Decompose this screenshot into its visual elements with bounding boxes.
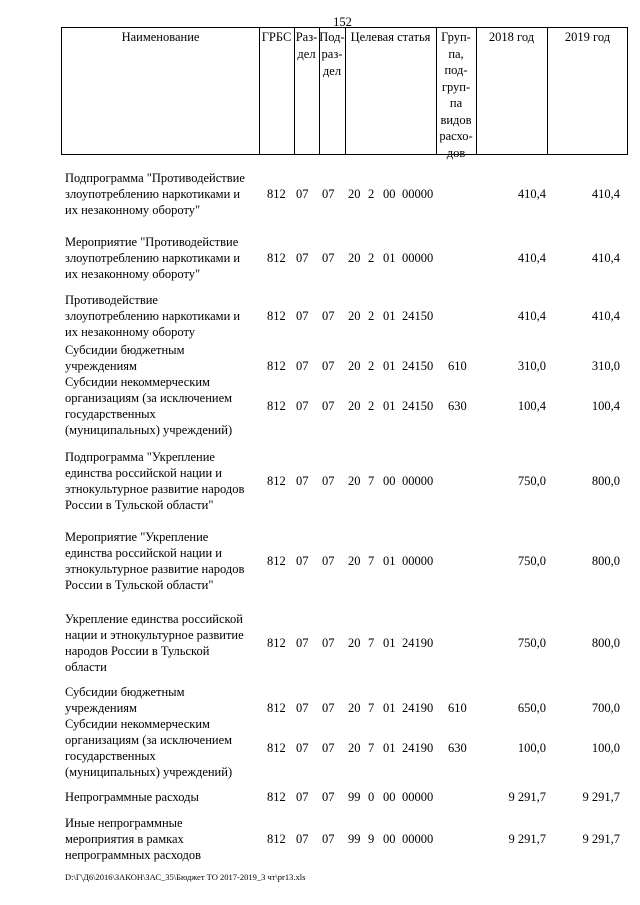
cell-target-subprogram: 2 bbox=[368, 251, 375, 265]
cell-grbs: 812 bbox=[267, 251, 286, 265]
cell-razdel: 07 bbox=[296, 187, 309, 201]
row-name-line: Субсидии бюджетным bbox=[65, 685, 185, 699]
cell-expense-type: 610 bbox=[448, 359, 467, 373]
cell-target-subprogram: 7 bbox=[368, 474, 375, 488]
row-name-line: Мероприятие "Укрепление bbox=[65, 530, 209, 544]
cell-2019: 800,0 bbox=[591, 554, 620, 568]
file-path-footer: D:\Г\Д6\2016\ЗАКОН\ЗАС_35\Бюджет ТО 2017-2019_3 чт\pr13.xls bbox=[65, 872, 306, 882]
cell-razdel: 07 bbox=[296, 636, 309, 650]
row-name-line: Мероприятие "Противодействие bbox=[65, 235, 239, 249]
row-name-line: Субсидии бюджетным bbox=[65, 343, 185, 357]
row-name-line: учреждениям bbox=[65, 701, 137, 715]
row-name-line: Иные непрограммные bbox=[65, 816, 183, 830]
cell-target-direction: 00000 bbox=[402, 790, 434, 804]
cell-2019: 410,4 bbox=[591, 251, 620, 265]
cell-podrazdel: 07 bbox=[322, 359, 335, 373]
cell-razdel: 07 bbox=[296, 474, 309, 488]
cell-target-activity: 00 bbox=[383, 832, 396, 846]
cell-razdel: 07 bbox=[296, 399, 309, 413]
cell-razdel: 07 bbox=[296, 741, 309, 755]
row-name-line: непрограммных расходов bbox=[65, 848, 201, 862]
cell-grbs: 812 bbox=[267, 187, 286, 201]
cell-podrazdel: 07 bbox=[322, 554, 335, 568]
header-2018: 2018 год bbox=[488, 30, 535, 44]
cell-target-direction: 24190 bbox=[402, 741, 434, 755]
cell-2019: 100,4 bbox=[591, 399, 620, 413]
cell-2019: 9 291,7 bbox=[582, 832, 620, 846]
cell-target-program: 20 bbox=[348, 359, 361, 373]
row-name bbox=[65, 449, 261, 513]
row-name-line: (муниципальных) учреждений) bbox=[65, 765, 233, 779]
cell-target-subprogram: 9 bbox=[368, 832, 375, 846]
cell-grbs: 812 bbox=[267, 832, 286, 846]
header-razdel-line: Раз- bbox=[295, 30, 318, 44]
column-divider bbox=[476, 28, 477, 154]
cell-podrazdel: 07 bbox=[322, 309, 335, 323]
page-number: 152 bbox=[333, 15, 352, 29]
cell-podrazdel: 07 bbox=[322, 636, 335, 650]
header-podrazdel bbox=[319, 28, 345, 80]
cell-target-activity: 01 bbox=[383, 399, 396, 413]
cell-2018: 9 291,7 bbox=[508, 832, 546, 846]
cell-razdel: 07 bbox=[296, 251, 309, 265]
cell-podrazdel: 07 bbox=[322, 187, 335, 201]
header-name: Наименование bbox=[121, 30, 200, 44]
cell-razdel: 07 bbox=[296, 790, 309, 804]
cell-2019: 700,0 bbox=[591, 701, 620, 715]
cell-target-direction: 24150 bbox=[402, 309, 434, 323]
cell-target-subprogram: 2 bbox=[368, 309, 375, 323]
cell-target-direction: 00000 bbox=[402, 187, 434, 201]
cell-target-program: 20 bbox=[348, 701, 361, 715]
cell-target-activity: 01 bbox=[383, 636, 396, 650]
header-razdel-line: дел bbox=[297, 47, 316, 61]
cell-target-subprogram: 2 bbox=[368, 399, 375, 413]
row-name-line: их незаконному обороту" bbox=[65, 267, 201, 281]
header-target: Целевая статья bbox=[350, 30, 431, 44]
cell-target-subprogram: 7 bbox=[368, 554, 375, 568]
row-name bbox=[65, 374, 261, 438]
row-name-line: России в Тульской области" bbox=[65, 578, 214, 592]
cell-razdel: 07 bbox=[296, 701, 309, 715]
cell-target-program: 20 bbox=[348, 474, 361, 488]
row-name-line: Непрограммные расходы bbox=[65, 790, 199, 804]
row-name bbox=[65, 815, 261, 863]
cell-2019: 100,0 bbox=[591, 741, 620, 755]
cell-2018: 100,0 bbox=[517, 741, 546, 755]
cell-target-direction: 00000 bbox=[402, 832, 434, 846]
row-name bbox=[65, 292, 261, 340]
row-name bbox=[65, 234, 261, 282]
cell-podrazdel: 07 bbox=[322, 832, 335, 846]
cell-2018: 310,0 bbox=[517, 359, 546, 373]
cell-grbs: 812 bbox=[267, 554, 286, 568]
header-vr-line: видов bbox=[440, 112, 472, 127]
cell-podrazdel: 07 bbox=[322, 741, 335, 755]
cell-target-activity: 00 bbox=[383, 474, 396, 488]
cell-target-subprogram: 0 bbox=[368, 790, 375, 804]
row-name-line: России в Тульской области" bbox=[65, 498, 214, 512]
cell-2018: 410,4 bbox=[517, 251, 546, 265]
cell-target-subprogram: 2 bbox=[368, 187, 375, 201]
cell-2019: 410,4 bbox=[591, 187, 620, 201]
cell-target-program: 20 bbox=[348, 741, 361, 755]
cell-target-activity: 01 bbox=[383, 701, 396, 715]
row-name bbox=[65, 716, 261, 780]
header-podrazdel-line: Под- bbox=[319, 30, 345, 44]
header-razdel bbox=[294, 28, 319, 63]
cell-grbs: 812 bbox=[267, 636, 286, 650]
cell-target-direction: 24190 bbox=[402, 701, 434, 715]
cell-target-direction: 24190 bbox=[402, 636, 434, 650]
cell-razdel: 07 bbox=[296, 309, 309, 323]
header-podrazdel-line: дел bbox=[322, 64, 342, 78]
row-name-line: этнокультурное развитие народов bbox=[65, 562, 245, 576]
cell-podrazdel: 07 bbox=[322, 399, 335, 413]
cell-target-activity: 00 bbox=[383, 187, 396, 201]
row-name bbox=[65, 529, 261, 593]
row-name-line: злоупотреблению наркотиками и bbox=[65, 187, 241, 201]
cell-target-direction: 00000 bbox=[402, 474, 434, 488]
cell-target-subprogram: 7 bbox=[368, 701, 375, 715]
cell-target-direction: 00000 bbox=[402, 251, 434, 265]
row-name bbox=[65, 611, 261, 675]
header-vr-line: расхо- bbox=[439, 129, 473, 143]
cell-target-subprogram: 7 bbox=[368, 741, 375, 755]
cell-grbs: 812 bbox=[267, 790, 286, 804]
row-name-line: злоупотреблению наркотиками и bbox=[65, 309, 241, 323]
cell-target-program: 20 bbox=[348, 399, 361, 413]
row-name-line: народов России в Тульской bbox=[65, 644, 210, 658]
cell-target-activity: 00 bbox=[383, 790, 396, 804]
row-name-line: Укрепление единства российской bbox=[65, 612, 243, 626]
cell-target-direction: 24150 bbox=[402, 399, 434, 413]
cell-grbs: 812 bbox=[267, 399, 286, 413]
cell-target-program: 20 bbox=[348, 251, 361, 265]
header-vr-line: под- bbox=[444, 63, 468, 77]
cell-target-direction: 00000 bbox=[402, 554, 434, 568]
cell-target-program: 99 bbox=[348, 832, 361, 846]
column-divider bbox=[259, 28, 260, 154]
header-vr bbox=[436, 28, 476, 161]
cell-2018: 100,4 bbox=[517, 399, 546, 413]
cell-podrazdel: 07 bbox=[322, 251, 335, 265]
cell-target-activity: 01 bbox=[383, 741, 396, 755]
row-name-line: учреждениям bbox=[65, 359, 137, 373]
table-header bbox=[61, 27, 628, 160]
cell-2018: 750,0 bbox=[517, 474, 546, 488]
row-name-line: Субсидии некоммерческим bbox=[65, 717, 210, 731]
header-vr-line: па bbox=[449, 96, 463, 110]
row-name-line: нации и этнокультурное развитие bbox=[65, 628, 244, 642]
row-name-line: злоупотреблению наркотиками и bbox=[65, 251, 241, 265]
cell-target-activity: 01 bbox=[383, 251, 396, 265]
cell-podrazdel: 07 bbox=[322, 474, 335, 488]
cell-razdel: 07 bbox=[296, 554, 309, 568]
cell-grbs: 812 bbox=[267, 474, 286, 488]
row-name-line: единства российской нации и bbox=[65, 466, 223, 480]
cell-2018: 410,4 bbox=[517, 187, 546, 201]
cell-2018: 410,4 bbox=[517, 309, 546, 323]
cell-2019: 9 291,7 bbox=[582, 790, 620, 804]
cell-target-subprogram: 7 bbox=[368, 636, 375, 650]
row-name-line: этнокультурное развитие народов bbox=[65, 482, 245, 496]
row-name-line: Подпрограмма "Противодействие bbox=[65, 171, 245, 185]
header-vr-line: груп- bbox=[441, 79, 471, 94]
cell-2018: 750,0 bbox=[517, 636, 546, 650]
header-vr-line: дов bbox=[446, 145, 466, 160]
row-name-line: мероприятия в рамках bbox=[65, 832, 184, 846]
row-name-line: организациям (за исключением bbox=[65, 391, 233, 405]
cell-razdel: 07 bbox=[296, 832, 309, 846]
cell-2019: 410,4 bbox=[591, 309, 620, 323]
row-name bbox=[65, 684, 261, 716]
cell-grbs: 812 bbox=[267, 309, 286, 323]
header-grbs: ГРБС bbox=[261, 30, 292, 44]
row-name-line: их незаконному обороту" bbox=[65, 203, 201, 217]
row-name-line: области bbox=[65, 660, 107, 674]
cell-target-program: 99 bbox=[348, 790, 361, 804]
cell-expense-type: 630 bbox=[448, 399, 467, 413]
row-name-line: организациям (за исключением bbox=[65, 733, 233, 747]
row-name bbox=[65, 789, 261, 805]
cell-grbs: 812 bbox=[267, 741, 286, 755]
row-name-line: Подпрограмма "Укрепление bbox=[65, 450, 215, 464]
cell-expense-type: 630 bbox=[448, 741, 467, 755]
cell-target-activity: 01 bbox=[383, 359, 396, 373]
cell-target-program: 20 bbox=[348, 309, 361, 323]
cell-grbs: 812 bbox=[267, 359, 286, 373]
row-name-line: единства российской нации и bbox=[65, 546, 223, 560]
cell-target-activity: 01 bbox=[383, 309, 396, 323]
cell-2018: 9 291,7 bbox=[508, 790, 546, 804]
cell-target-program: 20 bbox=[348, 554, 361, 568]
column-divider bbox=[547, 28, 548, 154]
header-podrazdel-line: раз- bbox=[321, 47, 343, 61]
cell-2018: 650,0 bbox=[517, 701, 546, 715]
cell-podrazdel: 07 bbox=[322, 701, 335, 715]
cell-2019: 310,0 bbox=[591, 359, 620, 373]
row-name-line: государственных bbox=[65, 749, 156, 763]
header-vr-line: па, bbox=[448, 46, 464, 61]
row-name-line: (муниципальных) учреждений) bbox=[65, 423, 233, 437]
cell-2019: 800,0 bbox=[591, 474, 620, 488]
header-2019: 2019 год bbox=[564, 30, 611, 44]
cell-target-subprogram: 2 bbox=[368, 359, 375, 373]
cell-razdel: 07 bbox=[296, 359, 309, 373]
cell-podrazdel: 07 bbox=[322, 790, 335, 804]
cell-target-activity: 01 bbox=[383, 554, 396, 568]
row-name bbox=[65, 342, 261, 374]
cell-grbs: 812 bbox=[267, 701, 286, 715]
row-name-line: их незаконному обороту bbox=[65, 325, 196, 339]
cell-2018: 750,0 bbox=[517, 554, 546, 568]
cell-target-direction: 24150 bbox=[402, 359, 434, 373]
row-name-line: Противодействие bbox=[65, 293, 158, 307]
row-name bbox=[65, 170, 261, 218]
header-vr-line: Груп- bbox=[441, 30, 471, 44]
row-name-line: Субсидии некоммерческим bbox=[65, 375, 210, 389]
row-name-line: государственных bbox=[65, 407, 156, 421]
column-divider bbox=[345, 28, 346, 154]
cell-target-program: 20 bbox=[348, 636, 361, 650]
cell-target-program: 20 bbox=[348, 187, 361, 201]
cell-2019: 800,0 bbox=[591, 636, 620, 650]
cell-expense-type: 610 bbox=[448, 701, 467, 715]
